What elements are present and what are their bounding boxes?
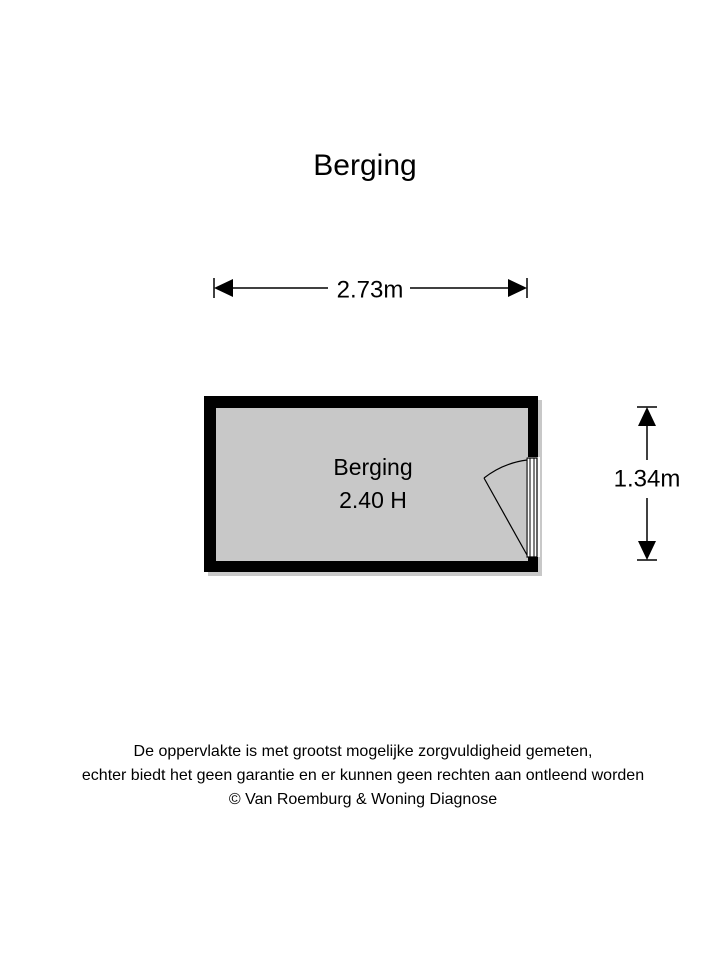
- disclaimer-line-3: © Van Roemburg & Woning Diagnose: [228, 791, 498, 808]
- page-title: Berging: [313, 149, 417, 182]
- arrow-down-icon: [638, 541, 656, 560]
- room-floor: [216, 408, 528, 561]
- arrow-right-icon: [508, 279, 527, 297]
- door-frame: [527, 458, 537, 557]
- room-name: Berging: [333, 454, 413, 481]
- disclaimer-line-2: echter biedt het geen garantie en er kunnen geen rechten aan ontleend worden: [81, 767, 645, 784]
- room: [204, 396, 542, 576]
- disclaimer: [0, 740, 720, 812]
- disclaimer-line-1: De oppervlakte is met grootst mogelijke zorgvuldigheid gemeten,: [133, 743, 593, 760]
- width-dimension-label: 2.73m: [336, 276, 404, 304]
- room-height: 2.40 H: [339, 487, 407, 514]
- arrow-up-icon: [638, 407, 656, 426]
- depth-dimension-label: 1.34m: [613, 465, 681, 493]
- depth-dimension: [614, 407, 681, 560]
- width-dimension: [214, 276, 527, 303]
- arrow-left-icon: [214, 279, 233, 297]
